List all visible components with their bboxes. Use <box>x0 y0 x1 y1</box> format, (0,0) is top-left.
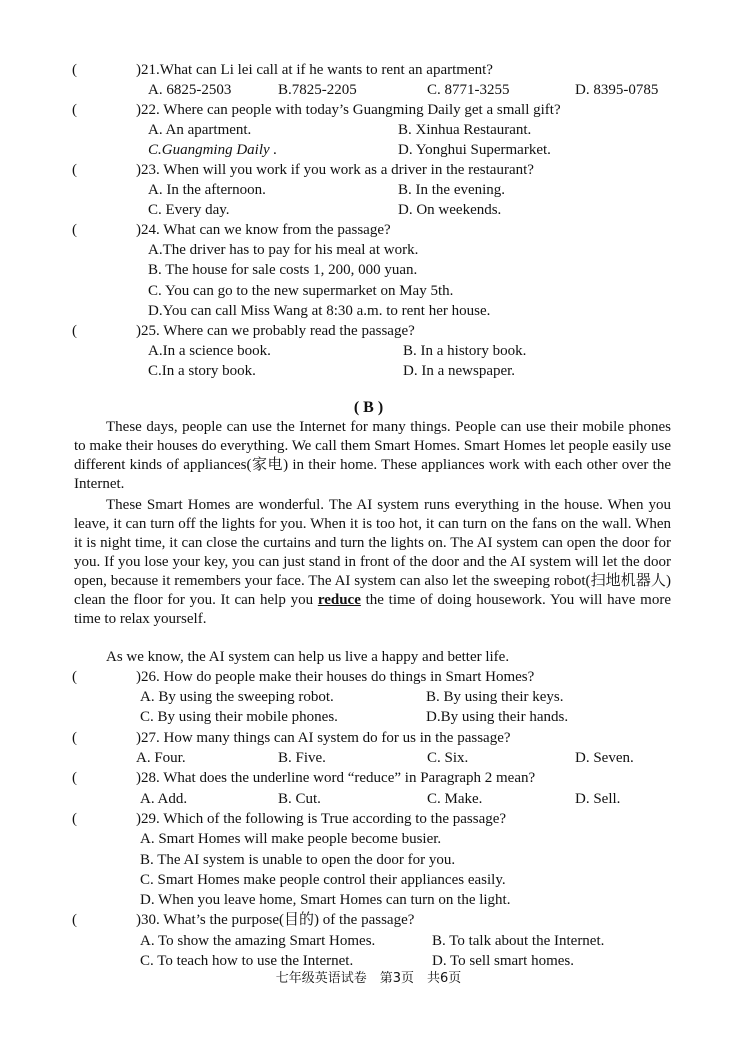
option-c: C. To teach how to use the Internet. <box>140 953 354 969</box>
option-d: D. Seven. <box>575 750 634 766</box>
option-c: C. Smart Homes make people control their appliances easily. <box>140 872 506 888</box>
question-26 <box>72 667 534 687</box>
option-a: A. Add. <box>140 791 188 807</box>
passage-paragraph-2 <box>74 496 671 629</box>
option-d: D. 8395-0785 <box>575 82 659 98</box>
question-stem: )29. Which of the following is True according to the passage? <box>136 811 507 827</box>
option-b: B. In a history book. <box>403 343 527 359</box>
option-b: B. The house for sale costs 1, 200, 000 yuan. <box>148 262 418 278</box>
option-a: A. Four. <box>136 750 186 766</box>
option-d: D. When you leave home, Smart Homes can turn on the light. <box>140 892 511 908</box>
option-d: D. To sell smart homes. <box>432 953 574 969</box>
option-c: C. You can go to the new supermarket on May 5th. <box>148 283 454 299</box>
option-a: A. By using the sweeping robot. <box>140 689 334 705</box>
paragraph-text: the time of doing housework. You will have more time to relax yourself. <box>74 592 671 627</box>
option-c: C.Guangming Daily . <box>148 142 278 158</box>
option-c: C. Make. <box>427 791 483 807</box>
option-b: B. In the evening. <box>398 182 506 198</box>
question-stem: )26. How do people make their houses do things in Smart Homes? <box>136 669 535 685</box>
question-stem: )30. What’s the purpose(目的) of the passage? <box>136 912 415 928</box>
option-a: A. To show the amazing Smart Homes. <box>140 933 376 949</box>
option-c: C. By using their mobile phones. <box>140 709 338 725</box>
option-d: D.By using their hands. <box>426 709 569 725</box>
option-a: A. Smart Homes will make people become busier. <box>140 831 442 847</box>
option-d: D. On weekends. <box>398 202 502 218</box>
answer-paren[interactable]: ( <box>72 912 77 928</box>
question-23 <box>72 160 534 180</box>
answer-paren[interactable]: ( <box>72 222 77 238</box>
option-b: B. Five. <box>278 750 326 766</box>
section-heading: ( B ) <box>353 399 384 416</box>
option-c: C. Six. <box>427 750 469 766</box>
question-22 <box>72 100 561 120</box>
option-b: B. By using their keys. <box>426 689 564 705</box>
option-a: A. 6825-2503 <box>148 82 232 98</box>
question-stem: )21.What can Li lei call at if he wants to rent an apartment? <box>136 62 493 78</box>
option-b: B. Xinhua Restaurant. <box>398 122 532 138</box>
option-c: C. 8771-3255 <box>427 82 510 98</box>
option-d: D. In a newspaper. <box>403 363 516 379</box>
question-24 <box>72 220 391 240</box>
answer-paren[interactable]: ( <box>72 323 77 339</box>
question-stem: )28. What does the underline word “reduce” in Paragraph 2 mean? <box>136 770 536 786</box>
option-c: C. Every day. <box>148 202 230 218</box>
answer-paren[interactable]: ( <box>72 162 77 178</box>
answer-paren[interactable]: ( <box>72 102 77 118</box>
answer-paren[interactable]: ( <box>72 730 77 746</box>
option-b: B. The AI system is unable to open the door for you. <box>140 852 456 868</box>
passage-paragraph-1: These days, people can use the Internet for many things. People can use their mobile phones to make their houses do everything. We call them Smart Homes. Smart Homes let people easily use different kinds of appliances(家电) in their home. These appliances work with each other over the Internet. <box>74 419 671 492</box>
question-stem: )24. What can we know from the passage? <box>136 222 391 238</box>
option-a: A.The driver has to pay for his meal at work. <box>148 242 419 258</box>
option-d: D. Sell. <box>575 791 621 807</box>
option-b: B. To talk about the Internet. <box>432 933 605 949</box>
option-a: A. In the afternoon. <box>148 182 266 198</box>
answer-paren[interactable]: ( <box>72 811 77 827</box>
underlined-word: reduce <box>317 592 361 608</box>
question-stem: )27. How many things can AI system do for us in the passage? <box>136 730 511 746</box>
question-29 <box>72 809 506 829</box>
option-d: D.You can call Miss Wang at 8:30 a.m. to rent her house. <box>148 303 491 319</box>
option-c: C.In a story book. <box>148 363 256 379</box>
question-30 <box>72 910 414 930</box>
option-b: B. Cut. <box>278 791 321 807</box>
answer-paren[interactable]: ( <box>72 669 77 685</box>
page-footer: 七年级英语试卷 第3页 共6页 <box>275 971 462 986</box>
question-27 <box>72 728 511 748</box>
answer-paren[interactable]: ( <box>72 770 77 786</box>
question-stem: )25. Where can we probably read the passage? <box>136 323 415 339</box>
option-a: A.In a science book. <box>148 343 271 359</box>
question-25 <box>72 321 415 341</box>
question-stem: )23. When will you work if you work as a driver in the restaurant? <box>136 162 534 178</box>
answer-paren[interactable]: ( <box>72 62 77 78</box>
question-stem: )22. Where can people with today’s Guangming Daily get a small gift? <box>136 102 561 118</box>
option-b: B.7825-2205 <box>278 82 357 98</box>
question-28 <box>72 768 535 788</box>
option-a: A. An apartment. <box>148 122 252 138</box>
paragraph-text: These Smart Homes are wonderful. The AI system runs everything in the house. When you leave, it can turn off the lights for you. When it is too hot, it can turn on the fans on the wall. When it is night time, it can close the curtains and turn the lights on. The AI system can open the door for you. If you lose your key, you can just stand in front of the door and the AI system will let the door open, because it remembers your face. The AI system can also let the sweeping robot(扫地机器人) clean the floor for you. It can help you <box>74 497 671 608</box>
passage-paragraph-3: As we know, the AI system can help us live a happy and better life. <box>106 649 510 665</box>
question-21 <box>72 60 493 80</box>
option-d: D. Yonghui Supermarket. <box>398 142 551 158</box>
